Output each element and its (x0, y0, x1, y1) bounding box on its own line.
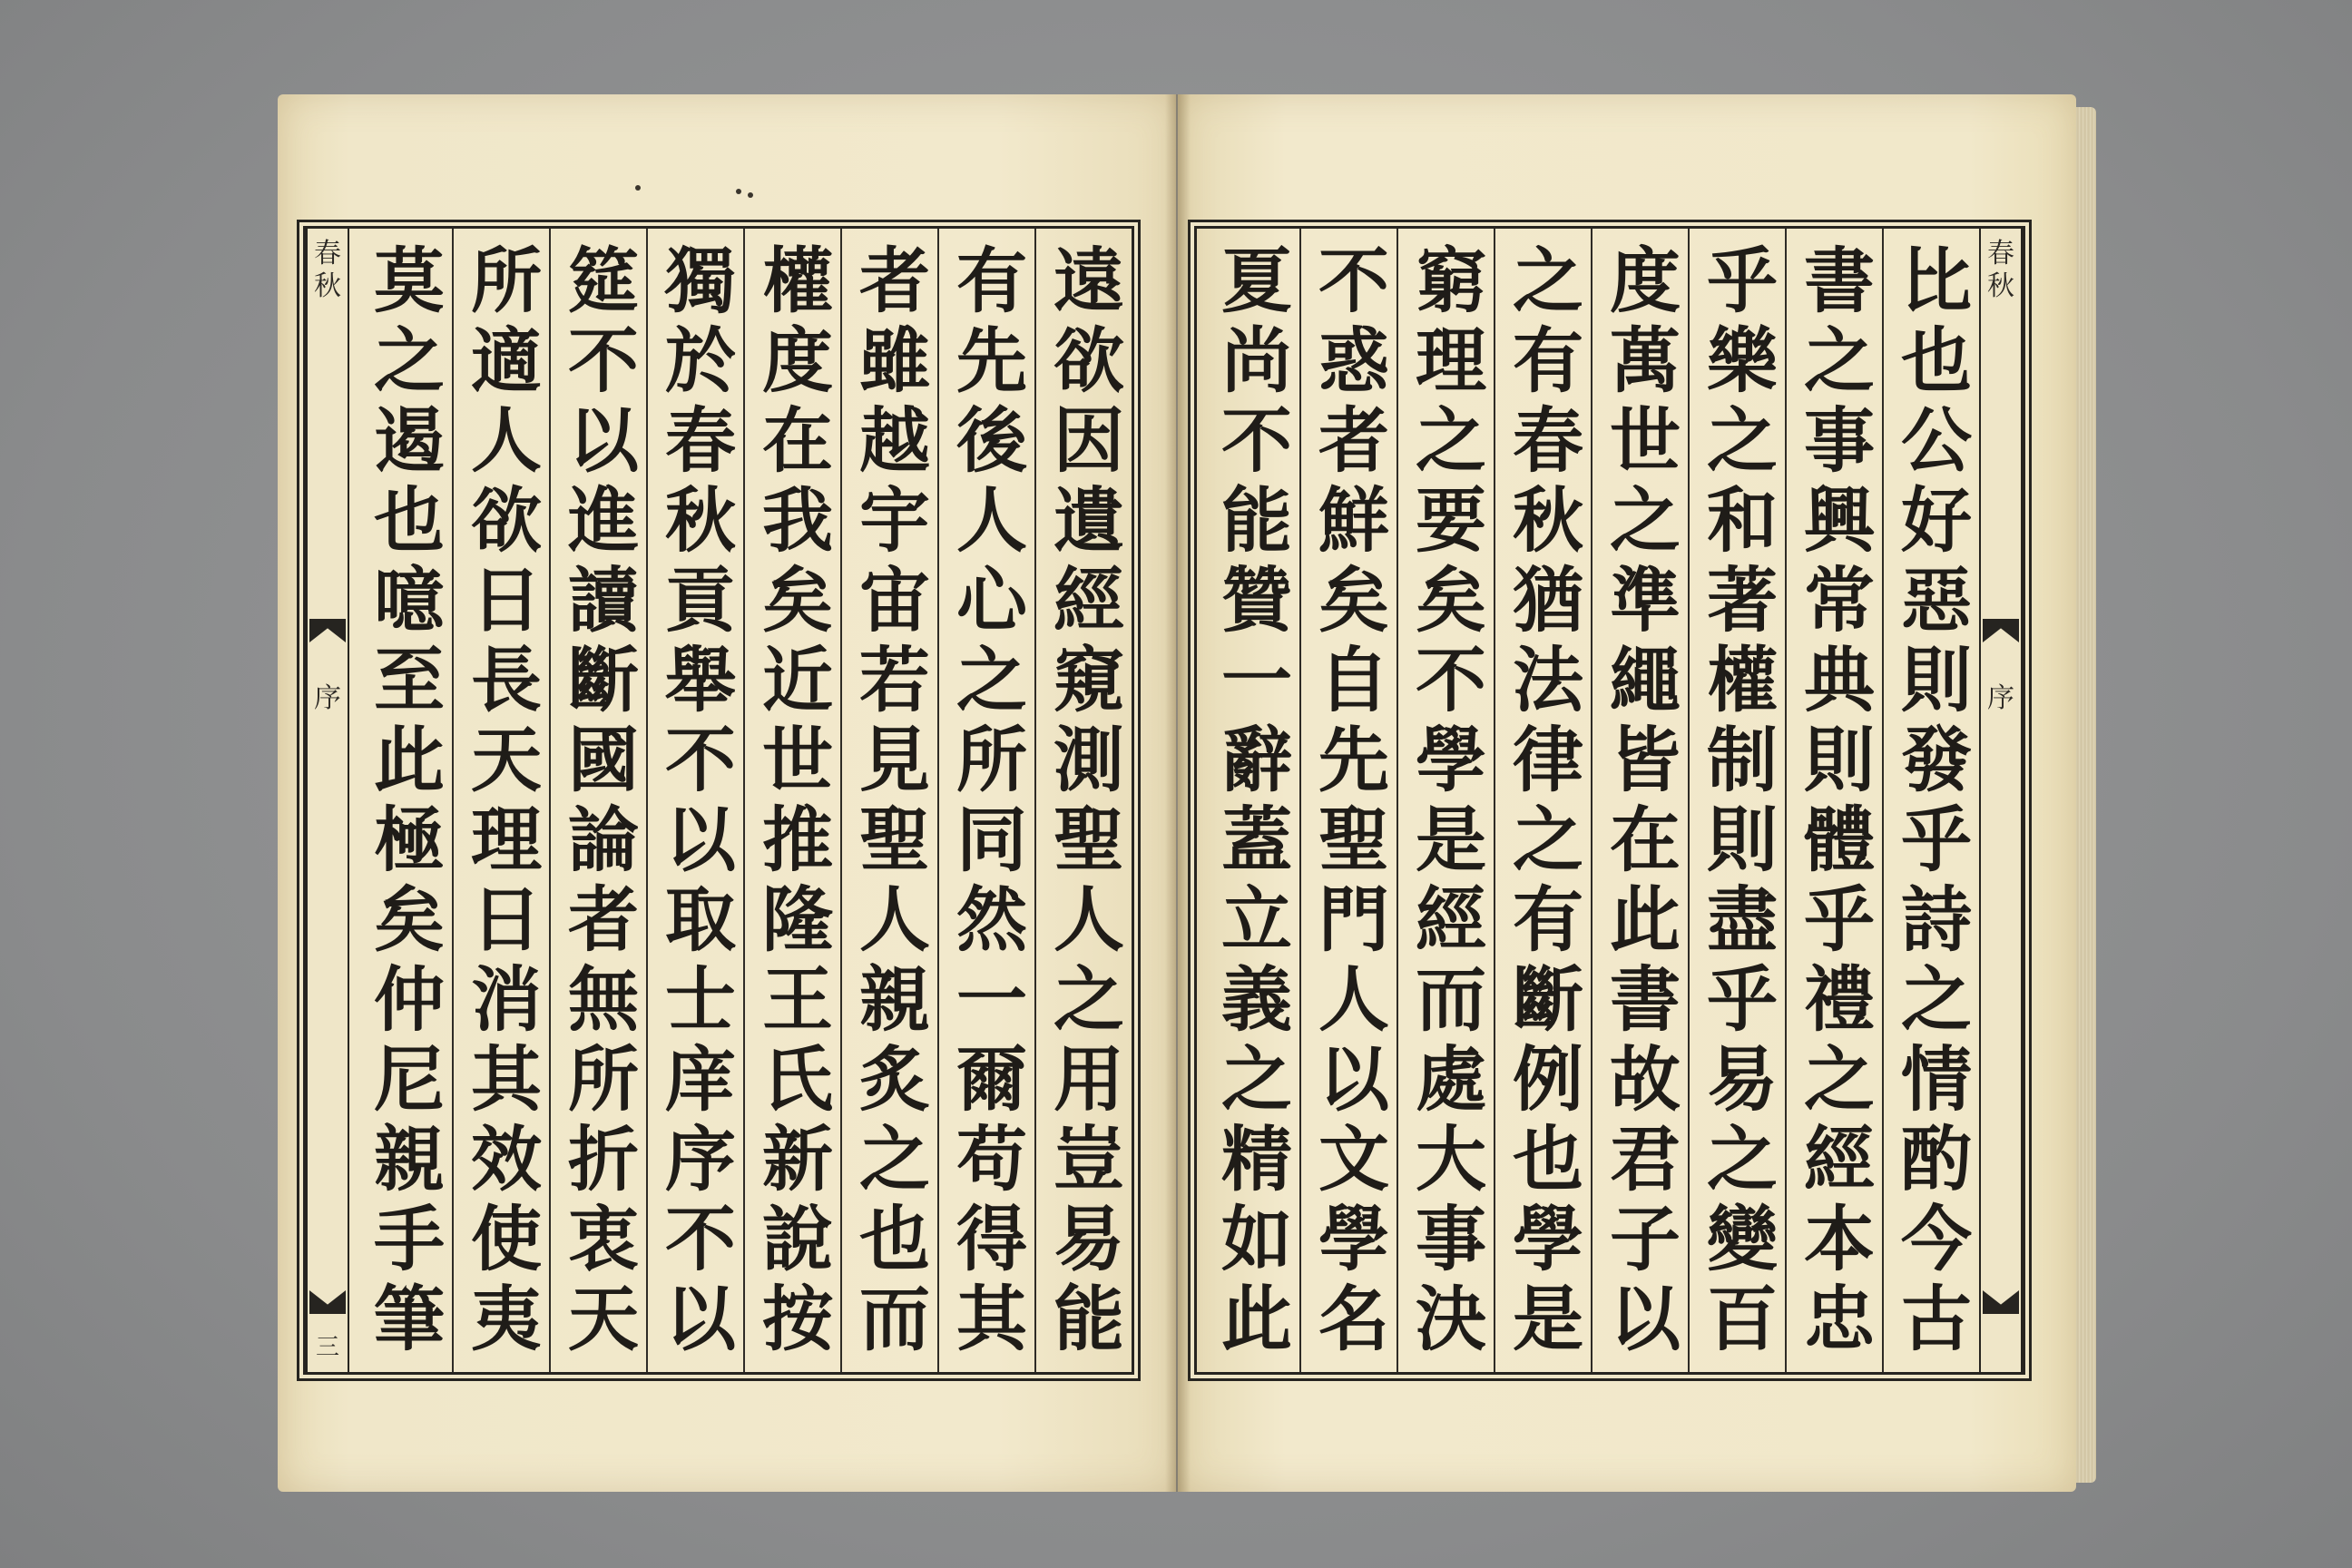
left-heart-title: 春秋 (314, 238, 341, 302)
left-text-columns (351, 229, 1132, 1372)
text-column: 不惑者鮮矣自先聖門人以文學名 (1299, 229, 1396, 1372)
right-heart-title: 春秋 (1987, 238, 2014, 302)
text-column: 度萬世之準繩皆在此書故君子以 (1591, 229, 1688, 1372)
text-column: 者雖越宇宙若見聖人親炙之也而 (840, 229, 937, 1372)
text-column: 之有春秋猶法律之有斷例也學是 (1494, 229, 1591, 1372)
left-block-heart (306, 229, 349, 1372)
text-column: 權度在我矣近世推隆王氏新說按 (743, 229, 840, 1372)
text-column: 書之事興常典則體乎禮之經本忠 (1785, 229, 1882, 1372)
ink-speck (635, 185, 641, 191)
text-column: 比也公好惡則發乎詩之情酌今古 (1882, 229, 1979, 1372)
right-heart-section: 序 (1987, 682, 2014, 714)
text-column: 遠欲因遺經窺測聖人之用豈易能 (1034, 229, 1132, 1372)
text-column: 窮理之要矣不學是經而處大事決 (1396, 229, 1494, 1372)
open-book (278, 94, 2087, 1492)
ink-speck (748, 192, 753, 198)
text-column: 夏尚不能贊一辭蓋立義之精如此 (1210, 243, 1292, 1361)
text-column: 乎樂之和著權制則盡乎易之變百 (1688, 229, 1785, 1372)
right-text-columns (1197, 229, 1979, 1372)
text-column: 筵不以進讀斷國論者無所折衷天 (549, 229, 646, 1372)
fishtail-ornament-icon (1983, 619, 2019, 642)
text-column: 獨於春秋貢舉不以取士庠序不以 (646, 229, 743, 1372)
right-block-heart (1979, 229, 2023, 1372)
page-edges (2076, 107, 2096, 1483)
book-gutter (1165, 94, 1191, 1492)
text-column: 所適人欲日長天理日消其效使夷 (452, 229, 549, 1372)
left-text-frame (303, 226, 1134, 1375)
ink-speck (736, 189, 741, 194)
right-text-frame (1194, 226, 2025, 1375)
text-column: 莫之遏也噫至此極矣仲尼親手筆 (362, 243, 445, 1361)
fishtail-ornament-icon (1983, 1290, 2019, 1314)
left-page (278, 94, 1176, 1492)
fishtail-ornament-icon (309, 1290, 346, 1314)
fishtail-ornament-icon (309, 619, 346, 642)
left-heart-section: 序 (314, 682, 341, 714)
right-page (1178, 94, 2076, 1492)
left-page-number: 三 (315, 1334, 339, 1361)
text-column: 有先後人心之所同然一爾苟得其 (937, 229, 1034, 1372)
